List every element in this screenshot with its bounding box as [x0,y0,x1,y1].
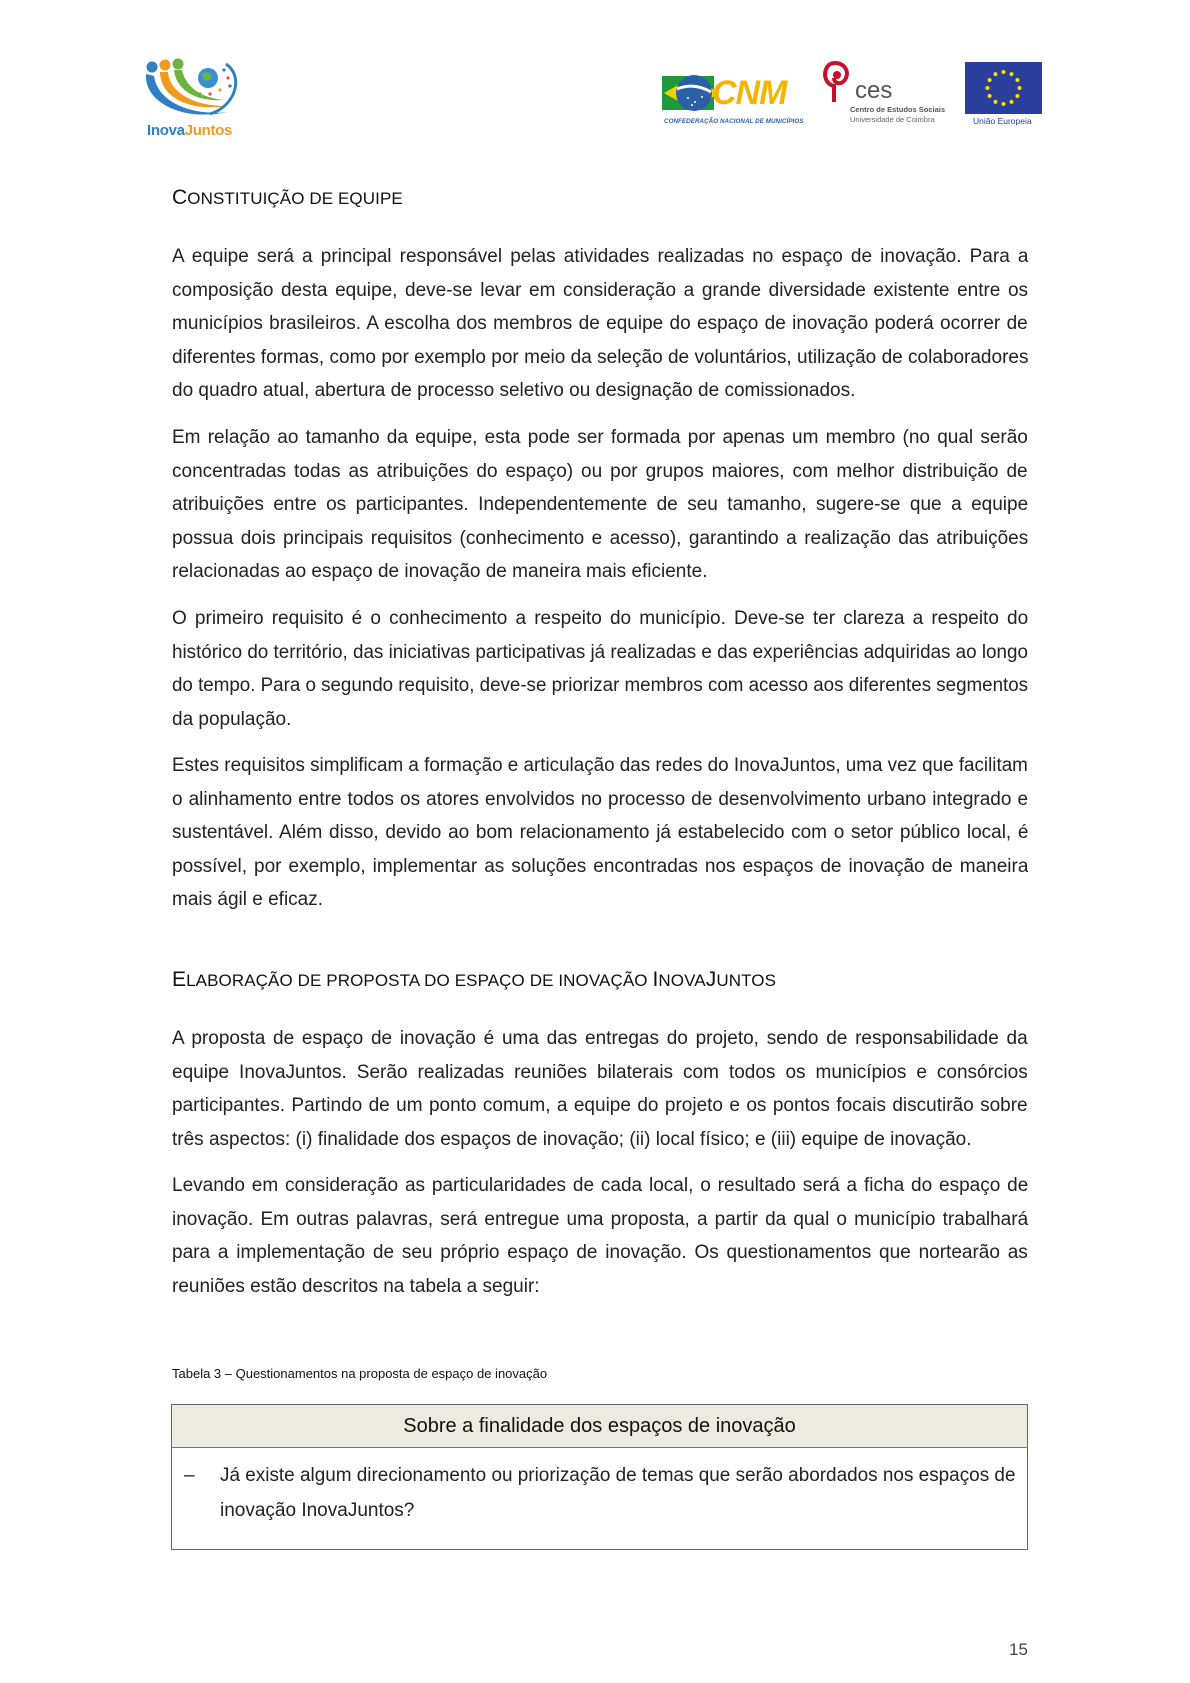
heading-mid: LABORAÇÃO DE PROPOSTA DO ESPAÇO DE INOVAÇÃO [186,971,653,990]
paragraph [172,602,1028,736]
heading-nova: NOVA [658,971,706,990]
paragraph-line: Levando em consideração as particularidades de cada local, o resultado será a ficha do espaço de [172,1175,1028,1196]
ces-subtitle-2: Universidade de Coimbra [850,115,935,124]
paragraph [172,749,1028,917]
cnm-logo [662,68,804,128]
heading-initial: E [172,968,187,991]
paragraph-line: O primeiro requisito é o conhecimento a respeito do município. Deve-se ter clareza a respeito do [172,608,1028,629]
heading-untos: UNTOS [716,971,777,990]
table-caption: Tabela 3 – Questionamentos na proposta de espaço de inovação [172,1366,548,1381]
paragraph-line: o alinhamento entre todos os atores envolvidos no processo de desenvolvimento urbano integrado e [172,788,1028,810]
eu-flag-icon [965,62,1042,114]
ces-emblem-icon [820,60,860,105]
paragraph-line: concentradas todas as atribuições do espaço) ou por grupos maiores, com melhor distribuição de [172,460,1028,482]
eu-logo [965,62,1045,130]
questions-table [171,1404,1028,1550]
cnm-subtitle: CONFEDERAÇÃO NACIONAL DE MUNICÍPIOS [664,118,804,125]
paragraph-line: três aspectos: (i) finalidade dos espaços de inovação; (ii) local físico; e (iii) equipe de inovação. [172,1128,972,1150]
ces-subtitle-1: Centro de Estudos Sociais [850,105,946,114]
paragraph-line: mais ágil e eficaz. [172,889,324,910]
paragraph-line: composição desta equipe, deve-se levar em consideração a grande diversidade existente entre os [172,279,1028,301]
paragraph-line: A equipe será a principal responsável pelas atividades realizadas no espaço de inovação. Para a [172,246,1028,267]
ces-logo [815,60,945,130]
page-number: 15 [1009,1640,1028,1659]
table-row-line: Já existe algum direcionamento ou priorização de temas que serão abordados nos espaços de [220,1465,1016,1486]
page-header [0,0,1190,150]
paragraph [172,1169,1028,1303]
eu-label: União Europeia [973,116,1032,126]
inovajuntos-emblem-icon [140,56,250,126]
paragraph-line: equipe InovaJuntos. Serão realizadas reuniões bilaterais com todos os municípios e consórcios [172,1061,1028,1083]
paragraph-line: participantes. Partindo de um ponto comum, a equipe do projeto e os pontos focais discutirão sobre [172,1095,1028,1116]
paragraph [172,240,1028,408]
table-row-line: inovação InovaJuntos? [220,1500,415,1521]
paragraph [172,421,1028,589]
paragraph-line: do tempo. Para o segundo requisito, deve-se priorizar membros com acesso aos diferentes segmentos [172,675,1028,696]
paragraph-line: histórico do território, das iniciativas participativas já realizadas e das experiências adquiridas ao longo [172,641,1028,663]
paragraph-line: relacionadas ao espaço de inovação de maneira mais eficiente. [172,561,708,582]
paragraph-line: inovação. Em outras palavras, será entregue uma proposta, a partir da qual o município trabalhará [172,1208,1028,1230]
table-header [172,1405,1027,1448]
paragraph [172,1022,1028,1156]
paragraph-line: diferentes formas, como por exemplo por meio da seleção de voluntários, utilização de colaboradores [172,346,1028,368]
section-heading-elaboracao [172,968,776,992]
table-row [172,1448,1027,1528]
paragraph-line: A proposta de espaço de inovação é uma das entregas do projeto, sendo de responsabilidade da [172,1028,1028,1049]
heading-initial-j: J [705,968,717,991]
paragraph-line: da população. [172,708,292,730]
heading-initial: C [172,186,188,209]
table-header-label: Sobre a finalidade dos espaços de inovação [403,1414,796,1437]
paragraph-line: reuniões estão descritos na tabela a seguir: [172,1275,540,1297]
inovajuntos-wordmark [147,122,232,139]
paragraph-line: do quadro atual, abertura de processo seletivo ou designação de comissionados. [172,380,856,401]
inovajuntos-logo [140,56,250,146]
paragraph-line: municípios brasileiros. A escolha dos membros de equipe do espaço de inovação poderá ocorrer de [172,313,1028,334]
paragraph-line: Em relação ao tamanho da equipe, esta pode ser formada por apenas um membro (no qual serão [172,427,1028,448]
ces-wordmark: ces [855,77,893,104]
paragraph-line: sustentável. Além disso, devido ao bom relacionamento já estabelecido com o setor público local, é [172,822,1028,843]
heading-initial-i: I [652,968,659,991]
paragraph-line: possível, por exemplo, implementar as soluções encontradas nos espaços de inovação de maneira [172,855,1028,877]
section-heading-constituicao [172,186,403,210]
paragraph-line: Estes requisitos simplificam a formação e articulação das redes do InovaJuntos, uma vez que facilitam [172,755,1028,776]
paragraph-line: possua dois principais requisitos (conhecimento e acesso), garantindo a realização das atribuições [172,527,1028,549]
bullet-dash: – [184,1465,195,1486]
wordmark-part-inova: Inova [147,122,185,139]
wordmark-part-juntos: Juntos [184,122,233,139]
paragraph-line: atribuições entre os participantes. Independentemente de seu tamanho, sugere-se que a equipe [172,494,1028,515]
cnm-wordmark: CNM [712,74,787,112]
heading-rest: ONSTITUIÇÃO DE EQUIPE [187,189,403,208]
paragraph-line: para a implementação de seu próprio espaço de inovação. Os questionamentos que nortearão as [172,1242,1028,1263]
